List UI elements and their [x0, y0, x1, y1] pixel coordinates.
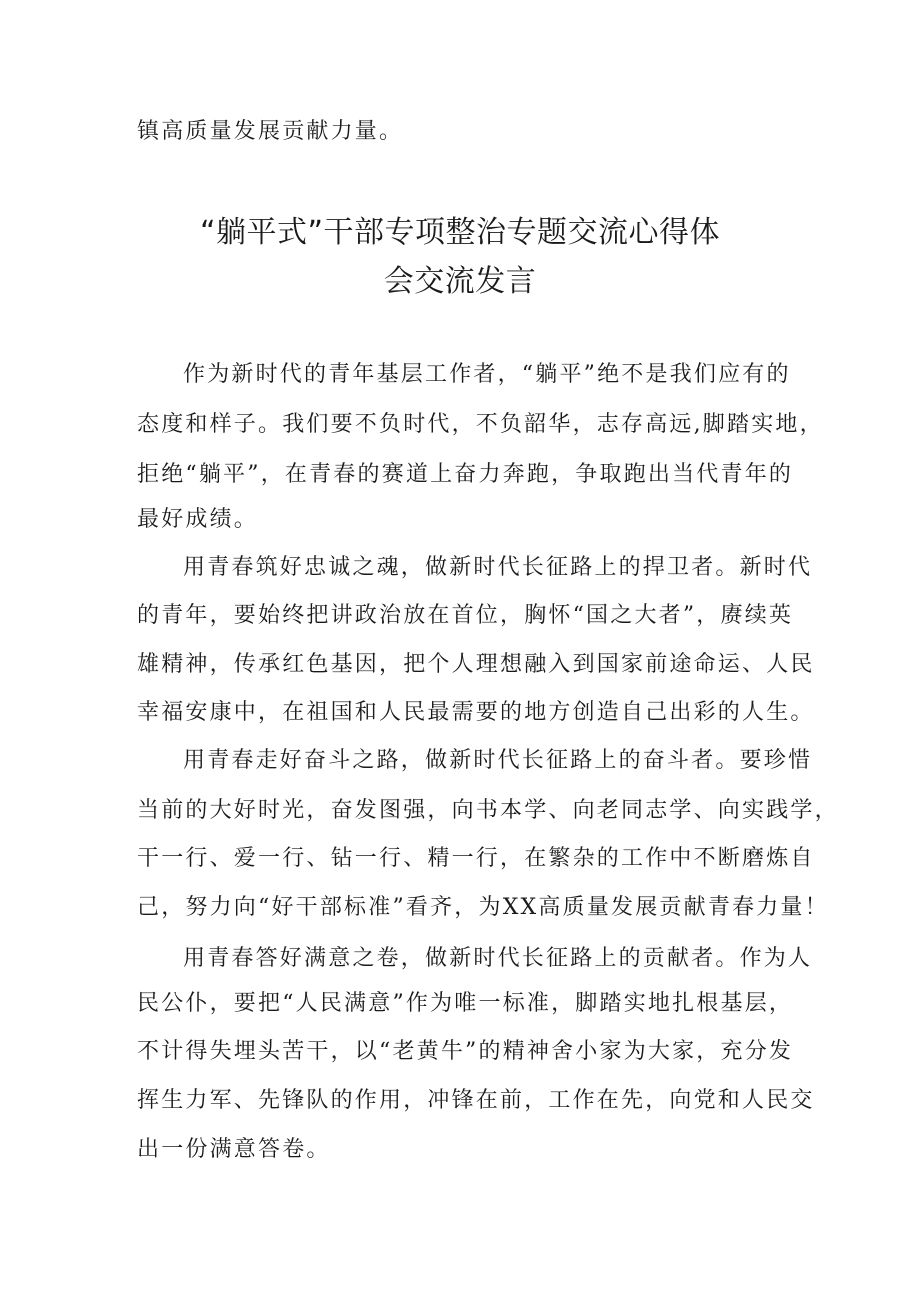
paragraph-2-line-3: 雄精神，传承红色基因，把个人理想融入到国家前途命运、人民	[137, 652, 815, 677]
paragraph-3-line-3: 干一行、爱一行、钻一行、精一行，在繁杂的工作中不断磨炼自	[137, 846, 815, 871]
paragraph-4-line-4: 挥生力军、先锋队的作用，冲锋在前，工作在先，向党和人民交	[137, 1088, 815, 1113]
paragraph-1-line-1: 作为新时代的青年基层工作者，“躺平”绝不是我们应有的	[183, 362, 791, 387]
paragraph-1-line-2: 态度和样子。我们要不负时代，不负韶华，志存高远,脚踏实地，	[137, 412, 824, 437]
paragraph-1-line-3: 拒绝“躺平”，在青春的赛道上奋力奔跑，争取跑出当代青年的	[137, 462, 794, 487]
title-line-2: 会交流发言	[383, 264, 537, 299]
paragraph-2-line-4: 幸福安康中，在祖国和人民最需要的地方创造自己出彩的人生。	[137, 700, 815, 725]
paragraph-1-line-4: 最好成绩。	[137, 507, 259, 532]
paragraph-4-line-5: 出一份满意答卷。	[137, 1137, 331, 1162]
paragraph-4-line-2: 民公仆，要把“人民满意”作为唯一标准，脚踏实地扎根基层，	[137, 991, 794, 1016]
paragraph-4-line-1: 用青春答好满意之卷，做新时代长征路上的贡献者。作为人	[183, 946, 813, 971]
paragraph-2-line-2: 的青年，要始终把讲政治放在首位，胸怀“国之大者”，赓续英	[137, 603, 794, 628]
title-line-1: “躺平式”干部专项整治专题交流心得体	[199, 215, 721, 250]
paragraph-3-line-2: 当前的大好时光，奋发图强，向书本学、向老同志学、向实践学，	[137, 798, 839, 823]
paragraph-2-line-1: 用青春筑好忠诚之魂，做新时代长征路上的捍卫者。新时代	[183, 555, 813, 580]
paragraph-4-line-3: 不计得失埋头苦干，以“老黄牛”的精神舍小家为大家，充分发	[137, 1039, 794, 1064]
paragraph-3-line-1: 用青春走好奋斗之路，做新时代长征路上的奋斗者。要珍惜	[183, 748, 813, 773]
paragraph-3-line-4: 己，努力向“好干部标准”看齐，为XX高质量发展贡献青春力量！	[137, 895, 829, 920]
continuation-line: 镇高质量发展贡献力量。	[137, 119, 404, 144]
